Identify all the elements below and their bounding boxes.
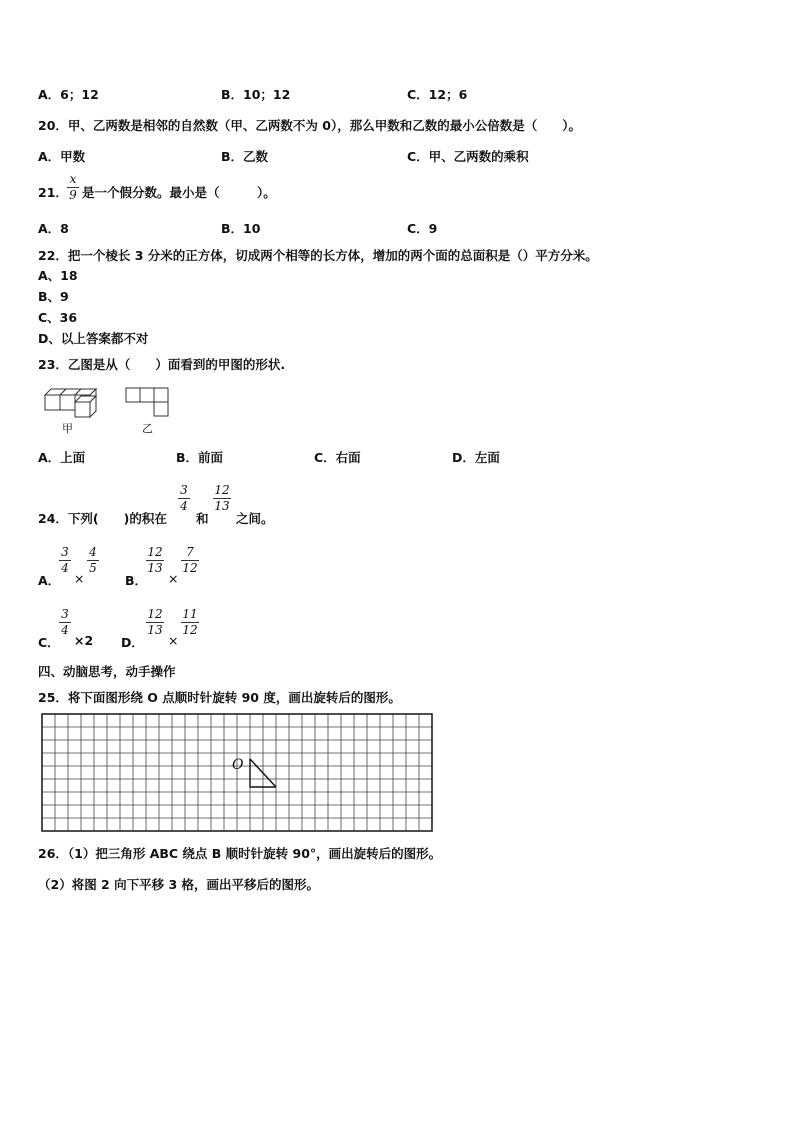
q21-fraction bbox=[67, 173, 79, 202]
q24-b-fraction-1 bbox=[146, 546, 164, 575]
q24-a-fraction-1 bbox=[59, 546, 71, 575]
numerator: 11 bbox=[182, 607, 198, 621]
q21-option-c: C．9 bbox=[407, 221, 438, 236]
q20-option-c: C．甲、乙两数的乘积 bbox=[407, 149, 529, 164]
q23-option-b: B．前面 bbox=[176, 450, 224, 465]
numerator: 7 bbox=[186, 545, 194, 559]
q22-text: 22．把一个棱长 3 分米的正方体，切成两个相等的长方体，增加的两个面的总面积是（）平方分米。 bbox=[38, 248, 598, 263]
numerator: 4 bbox=[89, 545, 97, 559]
numerator: 3 bbox=[61, 607, 69, 621]
q24-d-fraction-1 bbox=[146, 608, 164, 637]
q25-grid bbox=[40, 712, 436, 834]
q26-text-1: 26．（1）把三角形 ABC 绕点 B 顺时针旋转 90°，画出旋转后的图形。 bbox=[38, 846, 442, 861]
denominator: 13 bbox=[147, 561, 163, 575]
q24-option-a-label: A． bbox=[38, 573, 61, 588]
times-sign: × bbox=[168, 633, 179, 648]
numerator: 12 bbox=[147, 545, 163, 559]
denominator: 5 bbox=[89, 561, 97, 575]
q21-option-a: A．8 bbox=[38, 221, 69, 236]
q22-option-d: D、以上答案都不对 bbox=[38, 331, 149, 346]
q24-option-d-label: D． bbox=[121, 635, 144, 650]
q24-option-b-label: B． bbox=[125, 573, 148, 588]
q24-d-fraction-2 bbox=[181, 608, 199, 637]
q22-option-b: B、9 bbox=[38, 289, 69, 304]
q23-option-a: A．上面 bbox=[38, 450, 86, 465]
numerator: 12 bbox=[147, 607, 163, 621]
q24-c-tail: ×2 bbox=[74, 633, 94, 648]
q21-fraction-numerator: x bbox=[69, 172, 77, 186]
q19-option-a: A．6；12 bbox=[38, 87, 99, 102]
section-title: 四、动脑思考，动手操作 bbox=[38, 664, 176, 679]
q20-option-b: B．乙数 bbox=[221, 149, 269, 164]
q19-option-b: B．10；12 bbox=[221, 87, 291, 102]
q24-option-c-label: C． bbox=[38, 635, 60, 650]
figure-label-jia: 甲 bbox=[62, 422, 73, 435]
denominator: 12 bbox=[182, 561, 198, 575]
q25-text: 25．将下面图形绕 O 点顺时针旋转 90 度，画出旋转后的图形。 bbox=[38, 690, 401, 705]
q24-c-fraction bbox=[59, 608, 71, 637]
q26-text-2: （2）将图 2 向下平移 3 格，画出平移后的图形。 bbox=[38, 877, 320, 892]
figure-label-yi: 乙 bbox=[142, 422, 153, 435]
q20-text: 20．甲、乙两数是相邻的自然数（甲、乙两数不为 0），那么甲数和乙数的最小公倍数是（ ）。 bbox=[38, 118, 581, 133]
q21-option-b: B．10 bbox=[221, 221, 261, 236]
numerator: 3 bbox=[61, 545, 69, 559]
numerator: 3 bbox=[180, 483, 188, 497]
q21-number: 21． bbox=[38, 185, 68, 200]
q22-option-c: C、36 bbox=[38, 310, 78, 325]
q24-a-fraction-2 bbox=[87, 546, 99, 575]
q21-fraction-denominator: 9 bbox=[69, 188, 77, 202]
q23-figures bbox=[42, 386, 192, 420]
q22-option-a: A、18 bbox=[38, 268, 78, 283]
point-o-label: O bbox=[232, 757, 244, 773]
q20-option-a: A．甲数 bbox=[38, 149, 86, 164]
denominator: 13 bbox=[214, 499, 230, 513]
cube-stack-figure-jia bbox=[45, 389, 96, 417]
denominator: 12 bbox=[182, 623, 198, 637]
q24-fraction-3-4 bbox=[178, 484, 190, 513]
times-sign: × bbox=[168, 571, 179, 586]
times-sign: × bbox=[74, 571, 85, 586]
q24-b-fraction-2 bbox=[181, 546, 199, 575]
q23-text: 23．乙图是从（ ）面看到的甲图的形状. bbox=[38, 357, 286, 372]
view-figure-yi bbox=[126, 388, 168, 416]
denominator: 4 bbox=[61, 623, 69, 637]
q23-option-c: C．右面 bbox=[314, 450, 361, 465]
q23-option-d: D．左面 bbox=[452, 450, 500, 465]
denominator: 13 bbox=[147, 623, 163, 637]
q19-option-c: C．12；6 bbox=[407, 87, 468, 102]
denominator: 4 bbox=[61, 561, 69, 575]
numerator: 12 bbox=[214, 483, 230, 497]
q24-and: 和 bbox=[196, 511, 209, 526]
q24-text-end: 之间。 bbox=[236, 511, 274, 526]
q24-fraction-12-13 bbox=[213, 484, 231, 513]
denominator: 4 bbox=[180, 499, 188, 513]
q24-text: 24．下列( )的积在 bbox=[38, 511, 167, 526]
q21-text: 是一个假分数。最小是（ ）。 bbox=[82, 185, 276, 200]
